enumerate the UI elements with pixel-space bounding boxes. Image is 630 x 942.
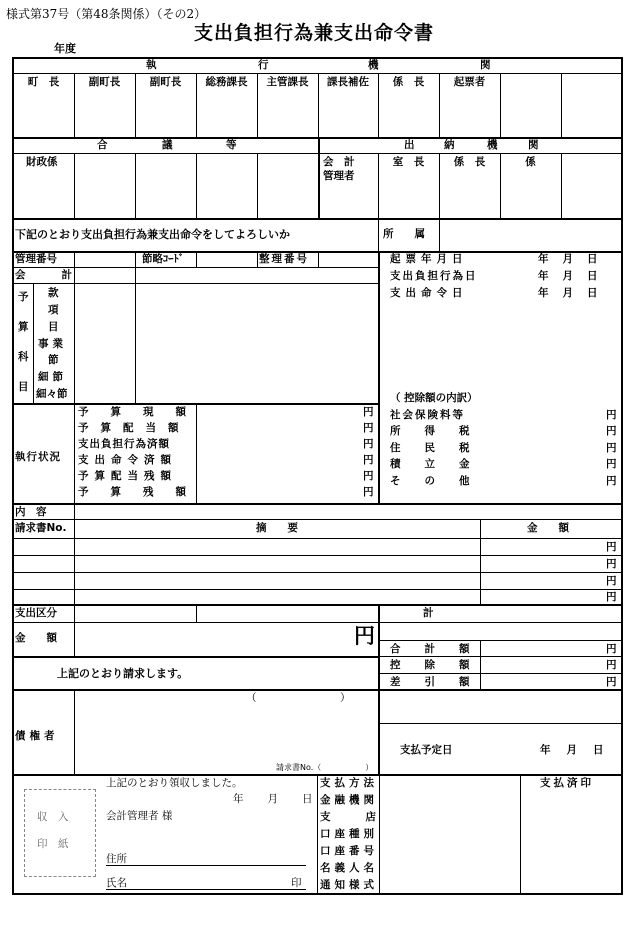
revenue-stamp-text-1: 収 入 bbox=[37, 811, 69, 823]
treasury-role-staff: 係 bbox=[525, 156, 536, 168]
amount-header: 金 額 bbox=[527, 522, 569, 534]
creditor-input[interactable] bbox=[78, 706, 374, 754]
creditor-paren-open: （ bbox=[246, 692, 257, 704]
accounting-manager-label-2: 管理者 bbox=[323, 170, 355, 182]
content-label: 内 容 bbox=[15, 506, 47, 518]
treasury-role-section-chief: 係 長 bbox=[453, 156, 486, 168]
reference-number-input[interactable] bbox=[321, 253, 376, 266]
subtotal-label: 計 bbox=[423, 607, 434, 619]
signature-box[interactable] bbox=[13, 91, 622, 137]
creditor-paren-close: ） bbox=[340, 692, 351, 704]
summary-code-label: 節略ｺｰﾄﾞ bbox=[142, 253, 184, 265]
form-number: 様式第37号（第48条関係）（その2） bbox=[6, 7, 207, 21]
accounting-manager-label: 会 計 bbox=[323, 156, 355, 168]
finance-section-label: 財政係 bbox=[26, 156, 58, 168]
request-claim-text: 上記のとおり請求します。 bbox=[57, 667, 189, 680]
fiscal-year-label: 年度 bbox=[54, 42, 76, 55]
summary-header: 摘 要 bbox=[256, 522, 298, 534]
creditor-label: 債権者 bbox=[15, 730, 59, 742]
revenue-stamp-text-2: 印 紙 bbox=[37, 838, 69, 850]
receipt-statement: 上記のとおり領収しました。 bbox=[106, 777, 243, 789]
amount-input[interactable] bbox=[78, 625, 348, 653]
affiliation-input[interactable] bbox=[442, 222, 618, 248]
execution-status-label: 執行状況 bbox=[15, 451, 61, 463]
receipt-address-label: 住所 bbox=[106, 853, 127, 865]
content-input[interactable] bbox=[78, 506, 618, 518]
reference-number-label: 整理番号 bbox=[259, 253, 309, 265]
address-input[interactable] bbox=[130, 851, 304, 864]
manage-number-label: 管理番号 bbox=[15, 253, 57, 265]
name-input[interactable] bbox=[130, 875, 286, 888]
receipt-name-label: 氏名 bbox=[106, 877, 127, 889]
page-title: 支出負担行為兼支出命令書 bbox=[194, 22, 435, 44]
payment-method-input[interactable] bbox=[382, 777, 516, 891]
scheduled-date-label: 支払予定日 bbox=[400, 744, 453, 756]
affiliation-label: 所 属 bbox=[383, 228, 425, 240]
amount-yen-mark: 円 bbox=[354, 624, 375, 648]
receipt-date-format: 年 月 日 bbox=[233, 793, 313, 805]
manage-number-input[interactable] bbox=[77, 253, 133, 266]
seal-mark: 印 bbox=[291, 877, 302, 889]
amount-label: 金 額 bbox=[15, 632, 57, 644]
payment-category-label: 支出区分 bbox=[15, 607, 57, 619]
scheduled-date-format: 年 月 日 bbox=[540, 744, 604, 756]
revenue-stamp-box bbox=[24, 789, 96, 877]
paid-seal-label: 支払済印 bbox=[540, 777, 594, 789]
creditor-invoice-number: 請求書No.（ ） bbox=[276, 763, 374, 772]
treasury-role-chief: 室 長 bbox=[392, 156, 425, 168]
summary-code-input[interactable] bbox=[199, 253, 255, 266]
request-sentence: 下記のとおり支出負担行為兼支出命令をしてよろしいか bbox=[15, 228, 290, 241]
receipt-addressee: 会計管理者 様 bbox=[106, 810, 173, 822]
invoice-number-header: 請求書No. bbox=[15, 522, 67, 534]
deductions-heading: （ 控除額の内訳） bbox=[390, 392, 478, 404]
